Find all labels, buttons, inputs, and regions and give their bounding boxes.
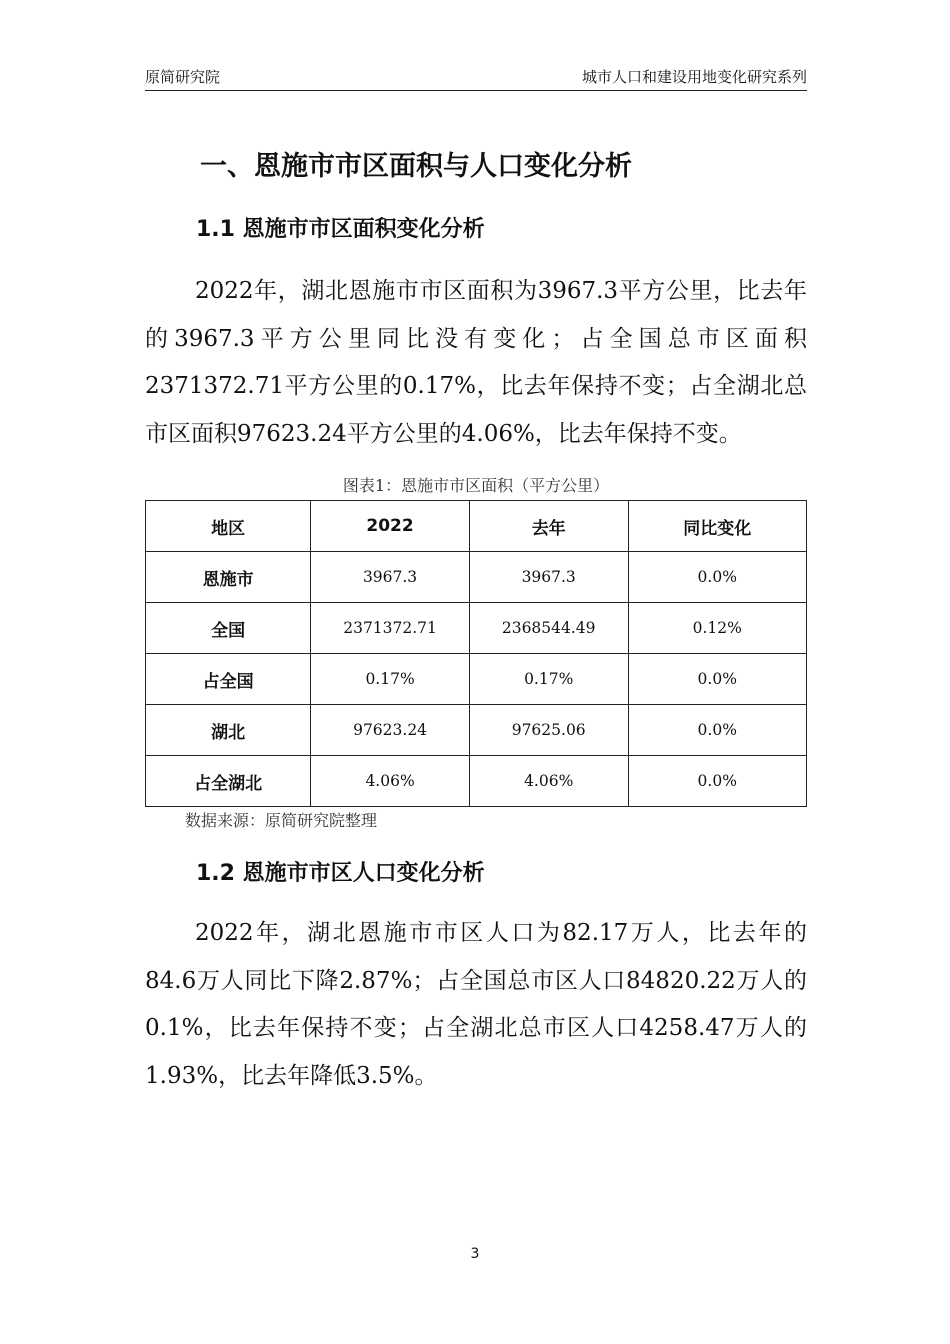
table-cell: 2371372.71: [311, 603, 470, 654]
row-label: 全国: [146, 603, 311, 654]
table-cell: 2368544.49: [469, 603, 628, 654]
table-cell: 3967.3: [469, 552, 628, 603]
column-header: 2022: [311, 501, 470, 552]
section-1-paragraph: 2022年，湖北恩施市市区面积为3967.3平方公里，比去年的3967.3平方公里同比没有变化；占全国总市区面积2371372.71平方公里的0.17%，比去年保持不变；占全湖北总市区面积97623.24平方公里的4.06%，比去年保持不变。: [145, 278, 807, 447]
table-cell: 0.0%: [628, 756, 807, 807]
table-cell: 0.0%: [628, 552, 807, 603]
table-cell: 3967.3: [311, 552, 470, 603]
row-label: 占全国: [146, 654, 311, 705]
page-header: [145, 64, 807, 91]
column-header: 去年: [469, 501, 628, 552]
table-row: [146, 654, 807, 705]
table-row: [146, 603, 807, 654]
section-1-heading: 1.1 恩施市市区面积变化分析: [196, 217, 485, 242]
table-cell: 0.0%: [628, 654, 807, 705]
table-cell: 0.17%: [311, 654, 470, 705]
table-row: [146, 756, 807, 807]
table-cell: 97623.24: [311, 705, 470, 756]
table-cell: 0.12%: [628, 603, 807, 654]
table-cell: 4.06%: [311, 756, 470, 807]
table-cell: 4.06%: [469, 756, 628, 807]
table-caption: 图表1：恩施市市区面积（平方公里）: [342, 476, 610, 495]
table-source: 数据来源：原简研究院整理: [185, 811, 378, 830]
header-org: 原简研究院: [145, 68, 221, 86]
table-row: [146, 552, 807, 603]
row-label: 恩施市: [146, 552, 311, 603]
table-row: [146, 705, 807, 756]
page-title: 一、恩施市市区面积与人口变化分析: [200, 151, 632, 182]
table-cell: 0.0%: [628, 705, 807, 756]
column-header: 同比变化: [628, 501, 807, 552]
row-label: 占全湖北: [146, 756, 311, 807]
page-number: 3: [470, 1246, 480, 1262]
table-header-row: [146, 501, 807, 552]
header-series: 城市人口和建设用地变化研究系列: [581, 68, 807, 86]
table-cell: 0.17%: [469, 654, 628, 705]
table-cell: 97625.06: [469, 705, 628, 756]
area-table: [145, 500, 807, 807]
row-label: 湖北: [146, 705, 311, 756]
section-2-paragraph: 2022年，湖北恩施市市区人口为82.17万人，比去年的84.6万人同比下降2.87%；占全国总市区人口84820.22万人的0.1%，比去年保持不变；占全湖北总市区人口4258.47万人的1.93%，比去年降低3.5%。: [145, 920, 807, 1089]
section-2-heading: 1.2 恩施市市区人口变化分析: [196, 861, 485, 886]
column-header: 地区: [146, 501, 311, 552]
